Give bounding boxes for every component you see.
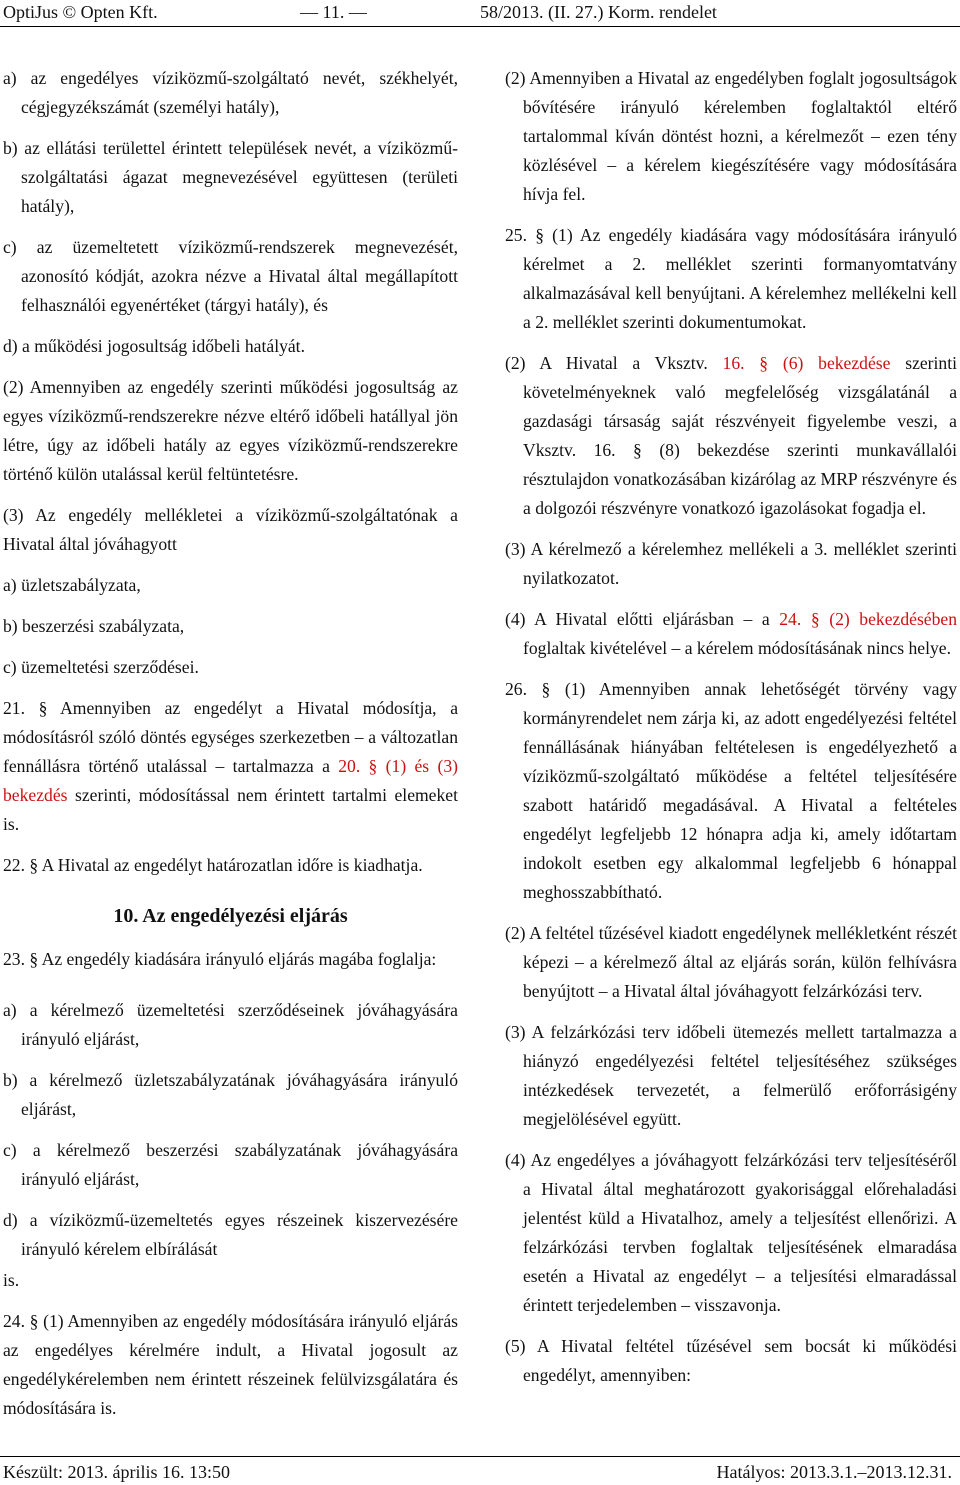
section-22: 22. § A Hivatal az engedélyt határozatlan időre is kiadhatja.: [3, 855, 423, 875]
paragraph-20-3: (3) Az engedély mellékletei a víziközmű-szolgáltatónak a Hivatal által jóváhagyott: [3, 505, 458, 554]
list-item-23b: b) a kérelmező üzletszabályzatának jóváhagyására irányuló eljárást,: [3, 1070, 458, 1119]
list-item-23d: d) a víziközmű-üzemeltetés egyes részeinek kiszervezésére irányuló kérelem elbírálását: [3, 1210, 458, 1259]
list-item-3b: b) beszerzési szabályzata,: [3, 616, 185, 636]
paragraph-26-4: (4) Az engedélyes a jóváhagyott felzárkózási terv teljesítéséről a Hivatal által meghatározott gyakorisággal előrehaladási jelentést küld a Hivatalhoz, amely a teljesítést ellenőrizi. A felzárkózási tervben foglaltak teljesítésének elmaradása esetén a Hivatal az engedélyt – a teljesítési elmaradással érintett terjedelemben – visszavonja.: [505, 1150, 957, 1315]
paragraph-25-2-text: (2) A Hivatal a Vksztv.: [505, 353, 708, 373]
right-column: [505, 64, 957, 1402]
paragraph-25-2-text-end: szerinti követelményeknek való megfelelőség vizsgálatánál a gazdasági társaság saját részvényeit figyelembe veszi, a Vksztv. 16. § (8) bekezdése szerinti munkavállalói résztulajdon vonatkozásában kizárólag az MRP részvényre és a dolgozói részvényre vonatkozó igazolásokat fogadja el.: [523, 353, 958, 518]
section-26: 26. § (1) Amennyiben annak lehetőségét törvény vagy kormányrendelet nem zárja ki, az adott engedélyezési feltétel fennállásának hiányában feltételesen is engedélyezhető a víziközmű-szolgáltató működése a feltétel teljesítésére szabott határidő megadásával. A Hivatal a feltételes engedélyt legfeljebb 12 hónapra adja ki, amely időtartam indokolt esetben egy alkalommal legfeljebb 6 hónappal meghosszabbítható.: [505, 679, 957, 902]
paragraph-25-4-reference-link[interactable]: 24. § (2) bekezdésében: [779, 609, 957, 629]
section-21-text: 21. § Amennyiben az engedélyt a Hivatal módosítja, a módosításról szóló döntés egységes szerkezetben – a változatlan fennállásra történő utalással – tartalmazza a: [3, 698, 458, 776]
paragraph-25-2-reference-link[interactable]: 16. § (6) bekezdése: [722, 353, 891, 373]
paragraph-24-2: (2) Amennyiben a Hivatal az engedélyben foglalt jogosultságok bővítésére irányuló kérelemben foglaltaktól eltérő tartalommal kíván döntést hozni, a kérelmezőt – ezen tény közlésével – a kérelem kiegészítésére vagy módosítására hívja fel.: [505, 68, 957, 204]
section-21: [3, 694, 458, 839]
paragraph-20-2: (2) Amennyiben az engedély szerinti működési jogosultság az egyes víziközmű-rendszerekre nézve eltérő időbeli hatállyal jön létre, úgy az időbeli hatály az egyes víziközmű-rendszerekre történő külön utalással kerül feltüntetésre.: [3, 377, 458, 484]
page-header: [0, 0, 960, 27]
list-item-23-end: is.: [3, 1270, 20, 1290]
header-publisher: OptiJus © Opten Kft.: [3, 2, 158, 22]
chapter-heading: 10. Az engedélyezési eljárás: [113, 905, 348, 927]
section-24: 24. § (1) Amennyiben az engedély módosítására irányuló eljárás az engedélyes kérelmére indult, a Hivatal jogosult az engedélykérelemben nem érintett részeinek felülvizsgálatára és módosítására is.: [3, 1311, 458, 1418]
list-item-a: a) az engedélyes víziközmű-szolgáltató nevét, székhelyét, cégjegyzékszámát (személyi hatály),: [3, 68, 458, 117]
paragraph-25-3: (3) A kérelmező a kérelemhez mellékeli a 3. melléklet szerinti nyilatkozatot.: [505, 539, 957, 588]
paragraph-25-4: [505, 605, 957, 663]
paragraph-26-5: (5) A Hivatal feltétel tűzésével sem bocsát ki működési engedélyt, amennyiben:: [505, 1336, 957, 1385]
section-23: 23. § Az engedély kiadására irányuló eljárás magába foglalja:: [3, 949, 437, 969]
list-item-23c: c) a kérelmező beszerzési szabályzatának jóváhagyására irányuló eljárást,: [3, 1140, 458, 1189]
paragraph-25-4-text-end: foglaltak kivételével – a kérelem módosításának nincs helye.: [523, 638, 951, 658]
header-page-number: — 11. —: [300, 2, 367, 22]
footer-created-date: Készült: 2013. április 16. 13:50: [3, 1462, 230, 1482]
paragraph-25-2: [505, 349, 957, 523]
list-item-c: c) az üzemeltetett víziközmű-rendszerek megnevezését, azonosító kódját, azokra nézve a Hivatal által megállapított felhasználói egyenértéket (tárgyi hatály), és: [3, 237, 458, 315]
left-column: [3, 64, 458, 1435]
section-25: 25. § (1) Az engedély kiadására vagy módosítására irányuló kérelmet a 2. melléklet szerinti formanyomtatvány alkalmazásával kell benyújtani. A kérelemhez mellékelni kell a 2. melléklet szerinti dokumentumokat.: [505, 225, 957, 332]
list-item-3a: a) üzletszabályzata,: [3, 575, 141, 595]
list-item-d: d) a működési jogosultság időbeli hatályát.: [3, 336, 305, 356]
page-footer: [0, 1456, 960, 1485]
list-item-3c: c) üzemeltetési szerződései.: [3, 657, 199, 677]
list-item-23a: a) a kérelmező üzemeltetési szerződéseinek jóváhagyására irányuló eljárást,: [3, 1000, 458, 1049]
paragraph-26-2: (2) A feltétel tűzésével kiadott engedélynek mellékletként részét képezi – a kérelmező által az eljárás során, külön felhívásra benyújtott – a Hivatal által jóváhagyott felzárkózási terv.: [505, 923, 957, 1001]
header-document-title: 58/2013. (II. 27.) Korm. rendelet: [480, 2, 717, 22]
list-item-b: b) az ellátási területtel érintett települések nevét, a víziközmű-szolgáltatási ágazat megnevezésével együttesen (területi hatály),: [3, 138, 458, 216]
section-21-reference-link[interactable]: 20. § (1) és (3) bekezdés: [3, 756, 458, 805]
footer-effective-period: Hatályos: 2013.3.1.–2013.12.31.: [716, 1462, 952, 1482]
paragraph-25-4-text: (4) A Hivatal előtti eljárásban – a: [505, 609, 770, 629]
paragraph-26-3: (3) A felzárkózási terv időbeli ütemezés mellett tartalmazza a hiányzó engedélyezési feltétel teljesítéséhez szükséges intézkedések tervezetét, a felmerülő erőforrásigény megjelölésével együtt.: [505, 1022, 957, 1129]
section-21-text-end: szerinti, módosítással nem érintett tartalmi elemeket is.: [3, 785, 458, 834]
